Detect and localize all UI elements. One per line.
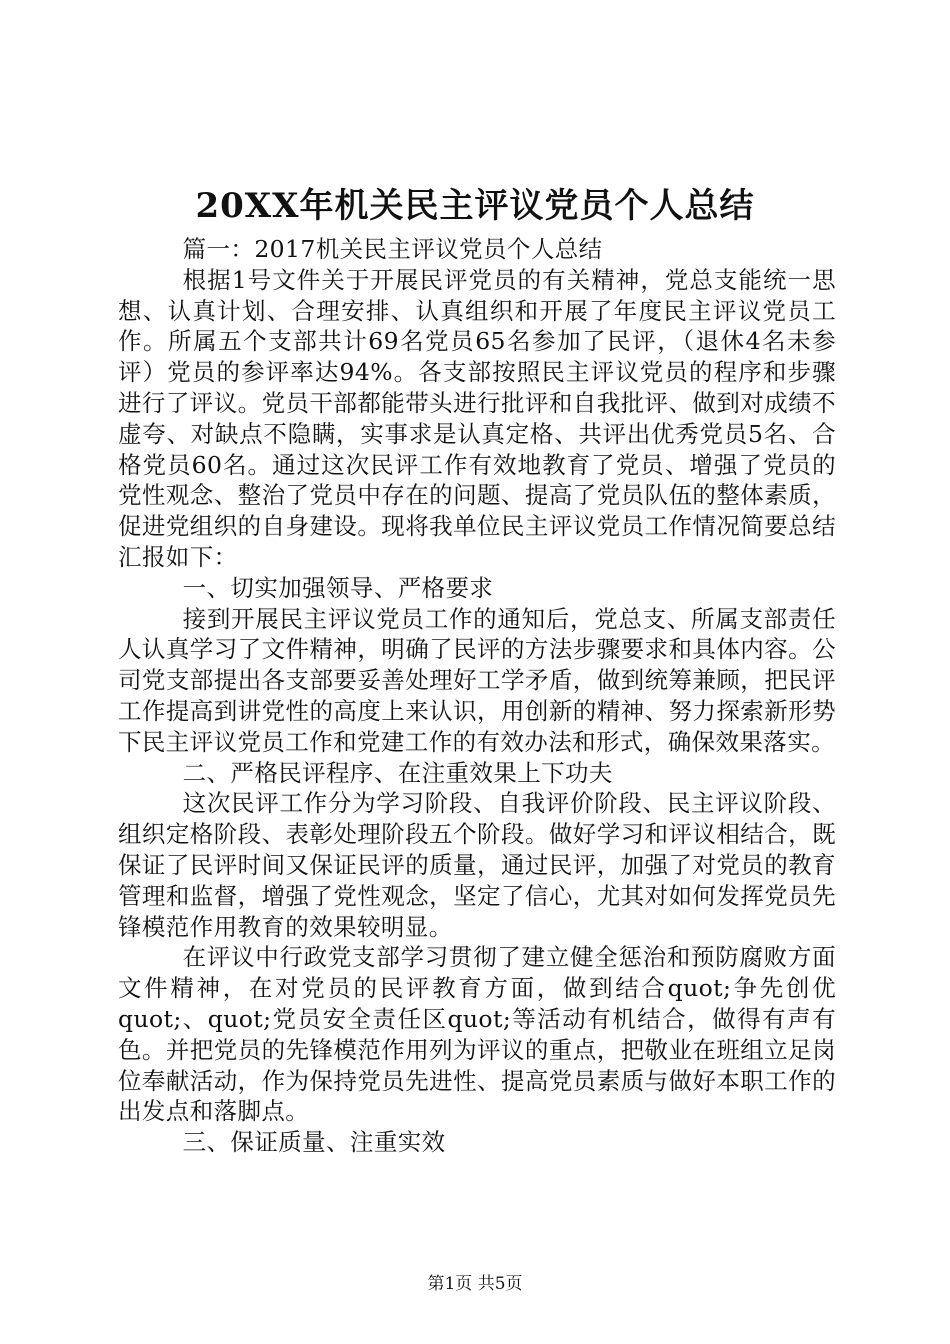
page-number-footer: 第1页 共5页 (427, 1274, 523, 1294)
document-title: 20XX年机关民主评议党员个人总结 (195, 186, 755, 226)
section-heading-1: 一、切实加强领导、严格要求 (182, 573, 494, 602)
paragraph-section-1: 接到开展民主评议党员工作的通知后，党总支、所属支部责任人认真学习了文件精神，明确了民评的方法步骤要求和具体内容。公司党支部提出各支部要妥善处理好工学矛盾，做到统筹兼顾，把民评工作提高到讲党性的高度上来认识，用创新的精神、努力探索新形势下民主评议党员工作和党建工作的有效办法和形式，确保效果落实。 (118, 604, 836, 756)
section-heading-3: 三、保证质量、注重实效 (182, 1128, 446, 1157)
document-body (118, 234, 836, 1158)
paragraph-section-2a: 这次民评工作分为学习阶段、自我评价阶段、民主评议阶段、组织定格阶段、表彰处理阶段五个阶段。做好学习和评议相结合，既保证了民评时间又保证民评的质量，通过民评，加强了对党员的教育管理和监督，增强了党性观念，坚定了信心，尤其对如何发挥党员先锋模范作用教育的效果较明显。 (118, 789, 836, 941)
paragraph-section-2b: 在评议中行政党支部学习贯彻了建立健全惩治和预防腐败方面文件精神，在对党员的民评教育方面，做到结合quot;争先创优quot;、quot;党员安全责任区quot;等活动有机结合，做得有声有色。并把党员的先锋模范作用列为评议的重点，把敬业在班组立足岗位奉献活动，作为保持党员先进性、提高党员素质与做好本职工作的出发点和落脚点。 (118, 943, 836, 1126)
paragraph-intro: 根据1号文件关于开展民评党员的有关精神，党总支能统一思想、认真计划、合理安排、认真组织和开展了年度民主评议党员工作。所属五个支部共计69名党员65名参加了民评，（退休4名未参评）党员的参评率达94%。各支部按照民主评议党员的程序和步骤进行了评议。党员干部都能带头进行批评和自我批评、做到对成绩不虚夸、对缺点不隐瞒，实事求是认真定格、共评出优秀党员5名、合格党员60名。通过这次民评工作有效地教育了党员、增强了党员的党性观念、整治了党员中存在的问题、提高了党员队伍的整体素质，促进党组织的自身建设。现将我单位民主评议党员工作情况简要总结汇报如下： (118, 265, 836, 571)
section-heading-2: 二、严格民评程序、在注重效果上下功夫 (182, 758, 613, 787)
paragraph-chapter-heading: 篇一：2017机关民主评议党员个人总结 (182, 235, 603, 263)
